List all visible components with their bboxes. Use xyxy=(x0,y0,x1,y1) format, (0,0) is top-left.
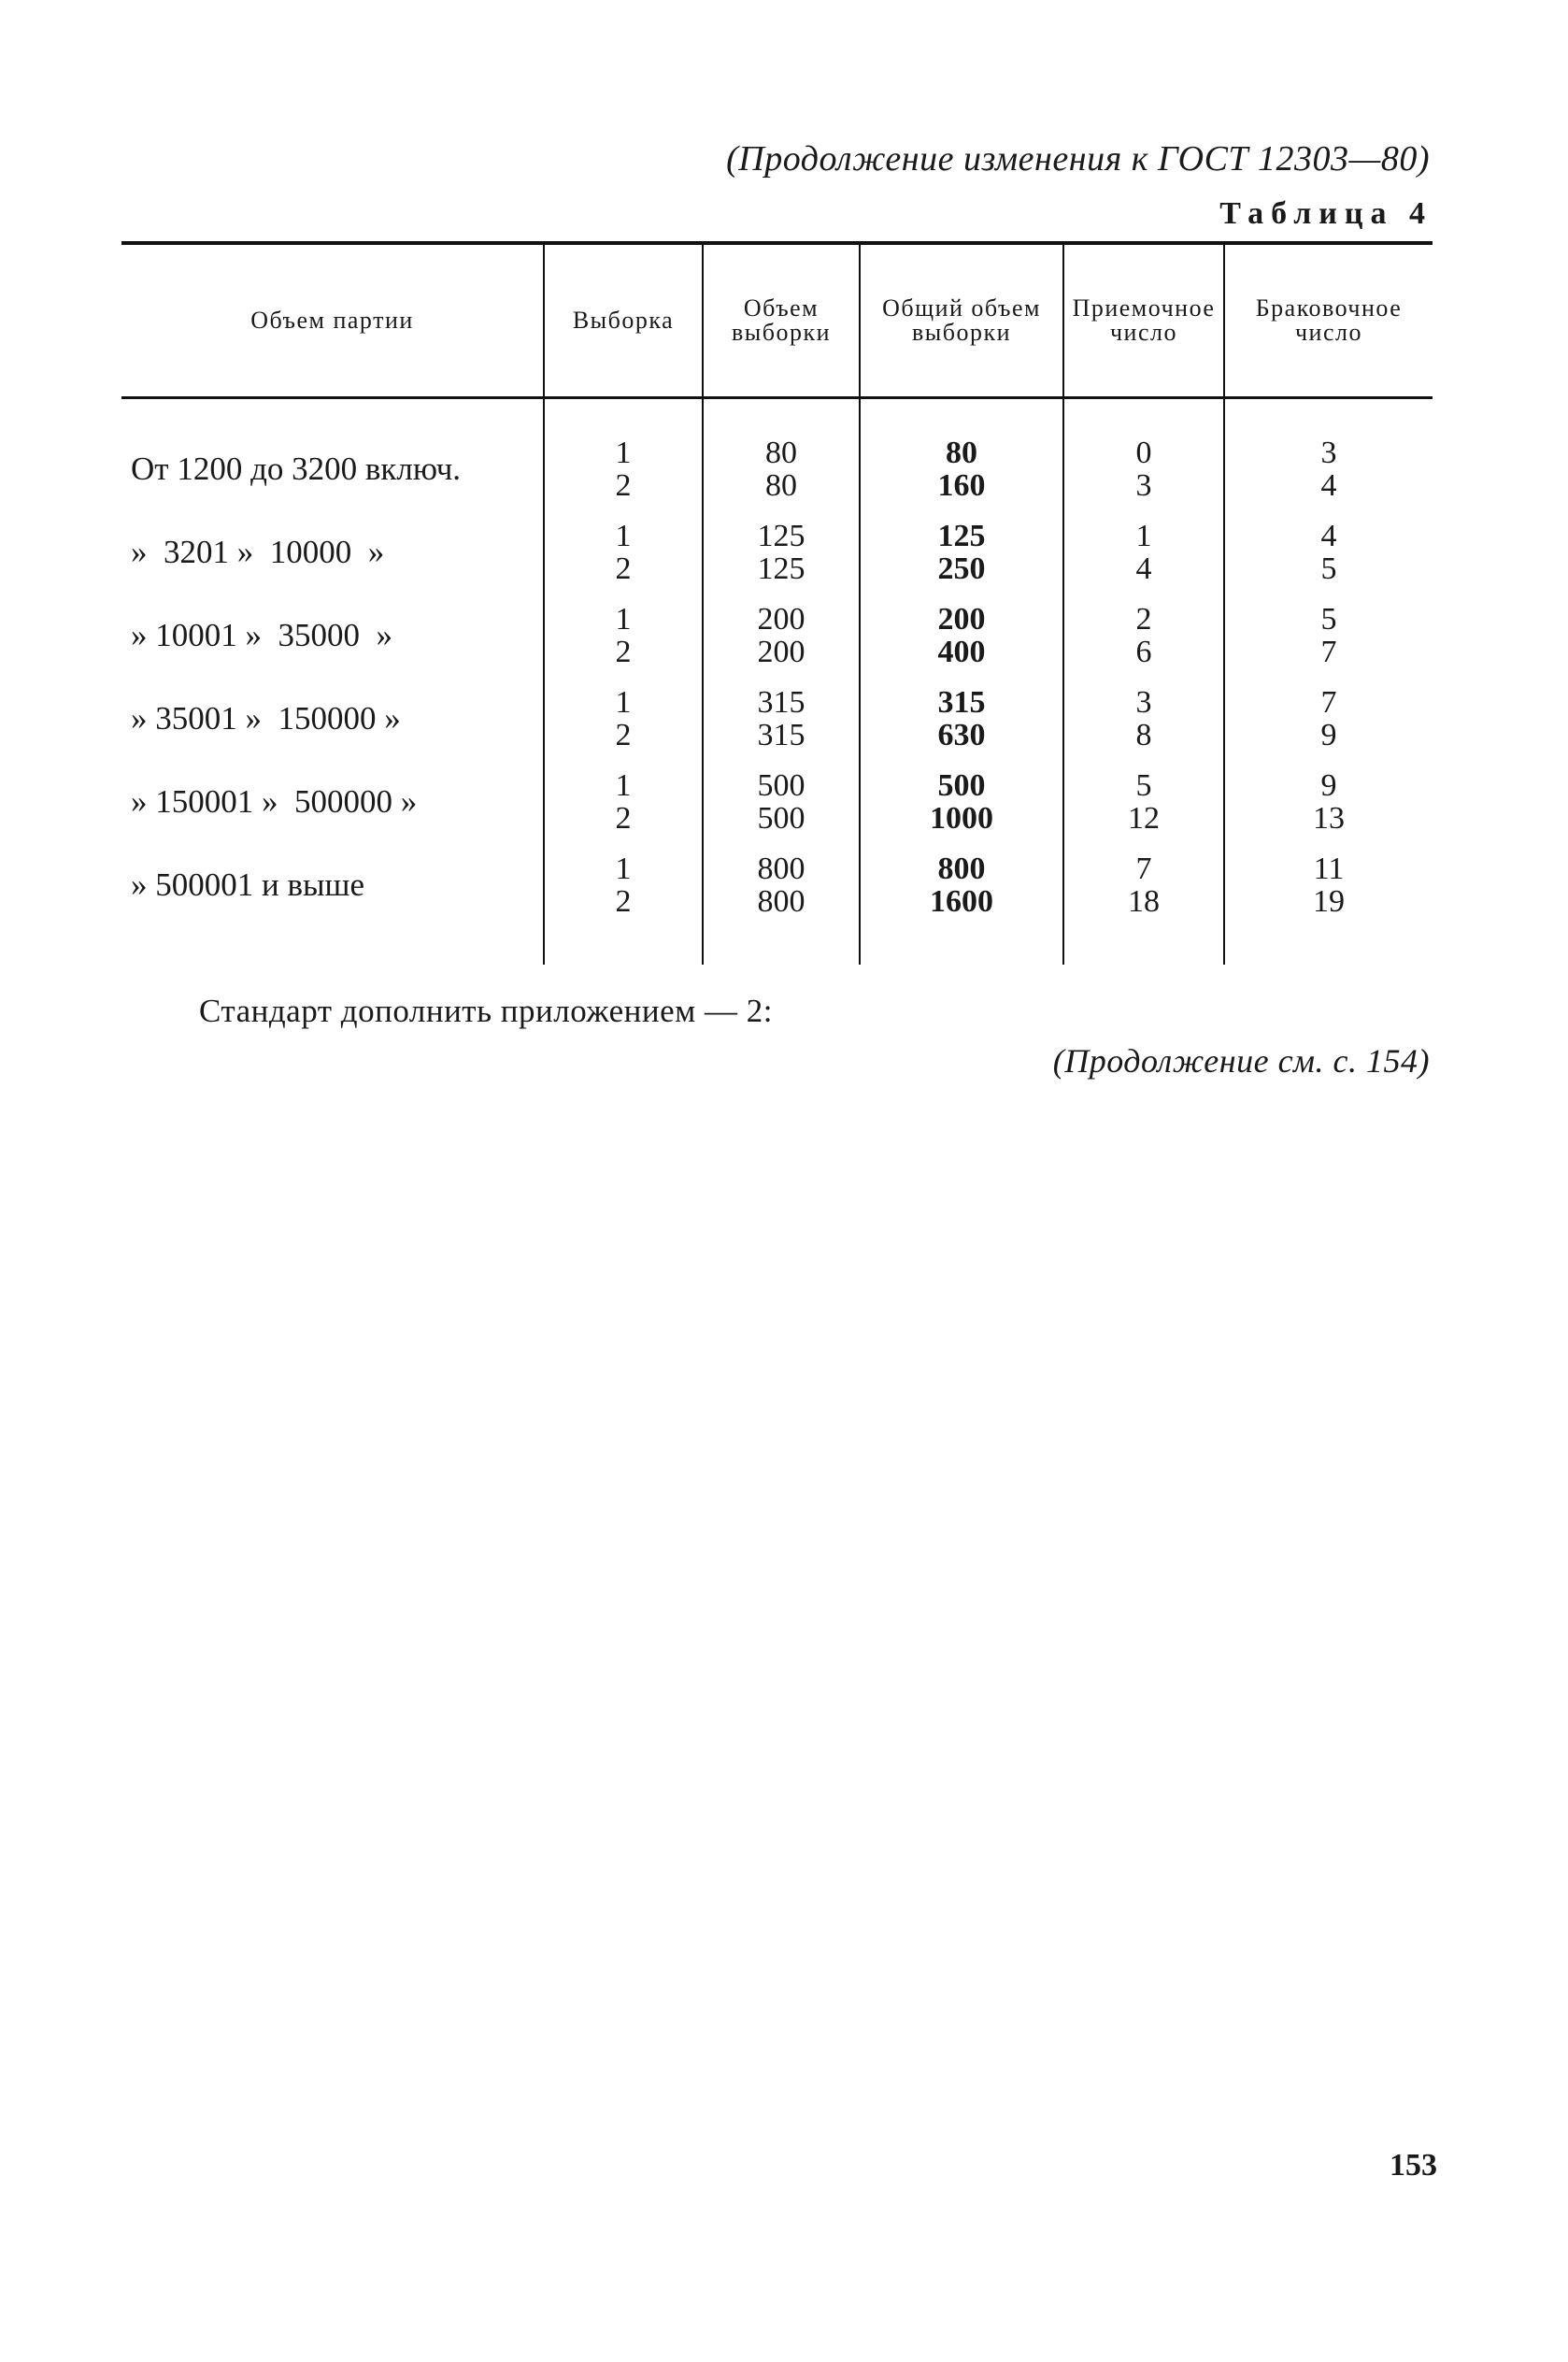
sample-size-cell xyxy=(703,686,860,769)
column-header-total-sample-size: Общий объем выборки xyxy=(860,243,1063,398)
sample-cell-value: 1 xyxy=(615,852,632,886)
sample-size-cell-value: 200 xyxy=(757,635,805,669)
sample-size-cell xyxy=(703,520,860,603)
acceptance-number-cell-value: 18 xyxy=(1128,884,1160,919)
total-sample-size-cell xyxy=(860,852,1063,965)
acceptance-number-cell xyxy=(1063,520,1224,603)
table-row xyxy=(121,603,1433,686)
acceptance-number-cell xyxy=(1063,769,1224,852)
lot-size-cell: » 3201 » 10000 » xyxy=(131,534,385,570)
lot-size-cell: » 35001 » 150000 » xyxy=(131,700,401,737)
acceptance-number-cell xyxy=(1063,852,1224,965)
rejection-number-cell-value: 5 xyxy=(1320,551,1337,586)
rejection-number-cell xyxy=(1224,852,1433,965)
sample-cell-value: 1 xyxy=(615,519,632,553)
column-header-rejection-number: Браковочное число xyxy=(1224,243,1433,398)
sample-size-cell-value: 500 xyxy=(757,801,805,836)
continuation-footer: (Продолжение см. с. 154) xyxy=(1052,1042,1430,1080)
sample-cell xyxy=(544,603,703,686)
sample-size-cell xyxy=(703,852,860,965)
column-header-sample-size: Объем выборки xyxy=(703,243,860,398)
sample-cell-value: 2 xyxy=(615,468,632,503)
sample-cell-value: 1 xyxy=(615,685,632,720)
sample-cell xyxy=(544,852,703,965)
lot-size-cell: » 150001 » 500000 » xyxy=(131,783,418,820)
rejection-number-cell xyxy=(1224,520,1433,603)
total-sample-size-cell-value: 250 xyxy=(937,551,986,586)
table-header xyxy=(121,243,1433,398)
sample-size-cell xyxy=(703,769,860,852)
acceptance-table xyxy=(121,241,1433,965)
sample-cell xyxy=(544,769,703,852)
continuation-header: (Продолжение изменения к ГОСТ 12303—80) xyxy=(726,139,1430,179)
sample-size-cell-value: 800 xyxy=(757,884,805,919)
rejection-number-cell-value: 7 xyxy=(1320,635,1337,669)
rejection-number-cell-value: 3 xyxy=(1320,436,1337,470)
total-sample-size-cell-value: 80 xyxy=(946,436,977,470)
sample-cell xyxy=(544,686,703,769)
total-sample-size-cell-value: 800 xyxy=(937,852,986,886)
total-sample-size-cell-value: 1000 xyxy=(930,801,993,836)
sample-cell-value: 2 xyxy=(615,884,632,919)
sample-cell-value: 1 xyxy=(615,602,632,637)
total-sample-size-cell-value: 160 xyxy=(937,468,986,503)
acceptance-number-cell-value: 0 xyxy=(1135,436,1152,470)
sample-size-cell-value: 80 xyxy=(765,468,797,503)
rejection-number-cell-value: 19 xyxy=(1313,884,1345,919)
acceptance-number-cell-value: 6 xyxy=(1135,635,1152,669)
sample-cell-value: 1 xyxy=(615,436,632,470)
lot-size-cell: » 500001 и выше xyxy=(131,866,365,903)
acceptance-number-cell xyxy=(1063,398,1224,521)
sample-size-cell xyxy=(703,398,860,521)
page-number: 153 xyxy=(1390,2148,1437,2183)
sample-cell-value: 2 xyxy=(615,718,632,752)
acceptance-number-cell-value: 8 xyxy=(1135,718,1152,752)
table-row xyxy=(121,398,1433,521)
supplement-note: Стандарт дополнить приложением — 2: xyxy=(199,993,773,1029)
total-sample-size-cell-value: 630 xyxy=(937,718,986,752)
column-header-acceptance-number: Приемочное число xyxy=(1063,243,1224,398)
sample-cell-value: 2 xyxy=(615,551,632,586)
column-header-lot-size: Объем партии xyxy=(121,243,544,398)
sample-cell-value: 2 xyxy=(615,635,632,669)
sample-size-cell-value: 125 xyxy=(757,551,805,586)
acceptance-number-cell-value: 5 xyxy=(1135,768,1152,803)
total-sample-size-cell-value: 200 xyxy=(937,602,986,637)
total-sample-size-cell xyxy=(860,520,1063,603)
total-sample-size-cell-value: 400 xyxy=(937,635,986,669)
total-sample-size-cell-value: 125 xyxy=(937,519,986,553)
acceptance-number-cell xyxy=(1063,603,1224,686)
rejection-number-cell-value: 4 xyxy=(1320,468,1337,503)
sample-size-cell-value: 125 xyxy=(757,519,805,553)
rejection-number-cell xyxy=(1224,398,1433,521)
sample-cell xyxy=(544,398,703,521)
sample-size-cell-value: 315 xyxy=(757,718,805,752)
acceptance-number-cell xyxy=(1063,686,1224,769)
acceptance-number-cell-value: 7 xyxy=(1135,852,1152,886)
total-sample-size-cell-value: 1600 xyxy=(930,884,993,919)
rejection-number-cell-value: 11 xyxy=(1313,852,1345,886)
total-sample-size-cell-value: 315 xyxy=(937,685,986,720)
acceptance-number-cell-value: 2 xyxy=(1135,602,1152,637)
total-sample-size-cell xyxy=(860,686,1063,769)
rejection-number-cell-value: 7 xyxy=(1320,685,1337,720)
total-sample-size-cell xyxy=(860,398,1063,521)
table-row xyxy=(121,769,1433,852)
rejection-number-cell xyxy=(1224,769,1433,852)
sample-cell xyxy=(544,520,703,603)
acceptance-number-cell-value: 3 xyxy=(1135,685,1152,720)
column-header-sample: Выборка xyxy=(544,243,703,398)
total-sample-size-cell xyxy=(860,769,1063,852)
rejection-number-cell-value: 9 xyxy=(1320,718,1337,752)
sample-size-cell-value: 800 xyxy=(757,852,805,886)
table-row xyxy=(121,852,1433,965)
lot-size-cell: От 1200 до 3200 включ. xyxy=(131,451,462,487)
rejection-number-cell-value: 5 xyxy=(1320,602,1337,637)
sample-size-cell-value: 80 xyxy=(765,436,797,470)
table-row xyxy=(121,520,1433,603)
lot-size-cell: » 10001 » 35000 » xyxy=(131,617,392,653)
table-row xyxy=(121,686,1433,769)
acceptance-number-cell-value: 4 xyxy=(1135,551,1152,586)
rejection-number-cell xyxy=(1224,603,1433,686)
table-caption: Таблица 4 xyxy=(1219,196,1433,231)
acceptance-number-cell-value: 1 xyxy=(1135,519,1152,553)
sample-size-cell xyxy=(703,603,860,686)
sample-cell-value: 2 xyxy=(615,801,632,836)
table-body xyxy=(121,398,1433,966)
sample-size-cell-value: 500 xyxy=(757,768,805,803)
acceptance-table-wrapper xyxy=(121,241,1433,965)
sample-cell-value: 1 xyxy=(615,768,632,803)
rejection-number-cell-value: 4 xyxy=(1320,519,1337,553)
total-sample-size-cell-value: 500 xyxy=(937,768,986,803)
rejection-number-cell-value: 13 xyxy=(1313,801,1345,836)
rejection-number-cell xyxy=(1224,686,1433,769)
total-sample-size-cell xyxy=(860,603,1063,686)
acceptance-number-cell-value: 3 xyxy=(1135,468,1152,503)
acceptance-number-cell-value: 12 xyxy=(1128,801,1160,836)
sample-size-cell-value: 200 xyxy=(757,602,805,637)
rejection-number-cell-value: 9 xyxy=(1320,768,1337,803)
sample-size-cell-value: 315 xyxy=(757,685,805,720)
